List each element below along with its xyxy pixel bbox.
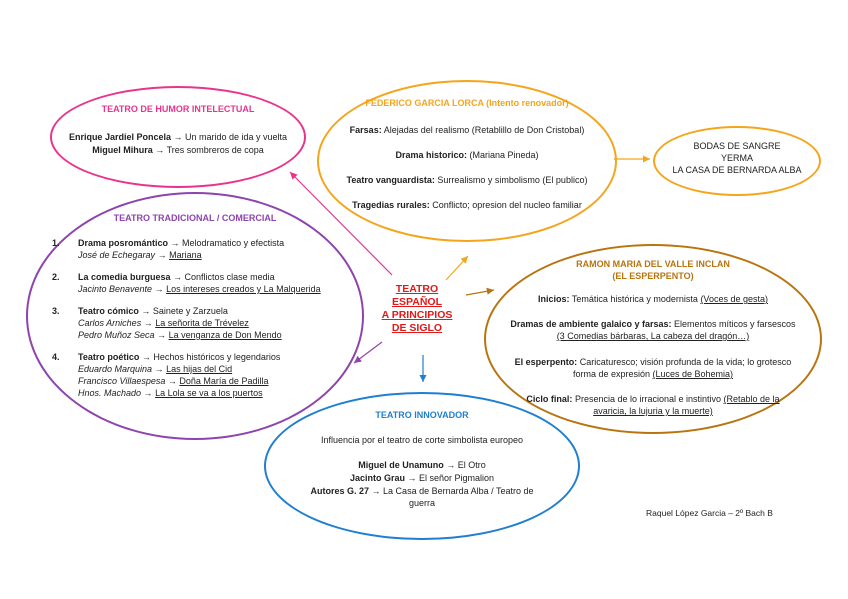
bodas-list — [657, 140, 817, 176]
humor-title: TEATRO DE HUMOR INTELECTUAL — [101, 104, 255, 114]
list-item: 1. Drama posromántico → Melodramatico y efectista José de Echegaray → Mariana — [52, 238, 285, 260]
humor-row-1: Enrique Jardiel Poncela → Un marido de ida y vuelta — [68, 132, 288, 142]
valle-ciclo: Ciclo final: Presencia de lo irracional e instintivo (Retablo de la avaricia, la lujuria y la muerte) — [526, 394, 780, 416]
lorca-farsas: Farsas: Alejadas del realismo (Retablillo de Don Cristobal) — [349, 125, 585, 135]
humor-row-2: Miguel Mihura → Tres sombreros de copa — [92, 145, 264, 155]
arrow-to-lorca — [446, 256, 468, 280]
valle-inicios: Inicios: Temática histórica y modernista (Voces de gesta) — [538, 294, 768, 304]
innovador-title: TEATRO INNOVADOR — [375, 410, 469, 420]
lorca-title: FEDERICO GARCIA LORCA (Intento renovador) — [365, 98, 569, 108]
lorca-drama: Drama historico: (Mariana Pineda) — [395, 150, 539, 160]
lorca-vanguardista: Teatro vanguardista: Surrealismo y simbolismo (El publico) — [346, 175, 588, 185]
bodas-work-1: BODAS DE SANGRE — [693, 141, 781, 151]
central-topic: TEATRO ESPAÑOL A PRINCIPIOS DE SIGLO — [381, 283, 453, 334]
valle-dramas: Dramas de ambiente galaico y farsas: Elementos míticos y farsescos (3 Comedias bárbaras, La cabeza del dragón…) — [510, 319, 796, 341]
bodas-work-3: LA CASA DE BERNARDA ALBA — [672, 165, 802, 175]
list-item: 3. Teatro cómico → Sainete y Zarzuela Carlos Arniches → La señorita de Trévelez Pedro Muñoz Seca → La venganza de Don Mendo — [52, 306, 282, 340]
innovador-row-2: Jacinto Grau → El señor Pigmalion — [349, 473, 495, 483]
list-item: 4. Teatro poético → Hechos históricos y legendarios Eduardo Marquina → Las hijas del Cid Francisco Villaespesa → Doña María de Padilla Hnos. Machado → La Lola se va a los puertos — [52, 352, 281, 398]
bodas-work-2: YERMA — [720, 153, 753, 163]
valle-esperpento: El esperpento: Caricaturesco; visión profunda de la vida; lo grotesco forma de expresión (Luces de Bohemia) — [514, 357, 792, 379]
innovador-row-1: Miguel de Unamuno → El Otro — [358, 460, 486, 470]
lorca-tragedias: Tragedias rurales: Conflicto; opresion del nucleo familiar — [352, 200, 582, 210]
list-item: 2. La comedia burguesa → Conflictos clase media Jacinto Benavente → Los intereses creados y La Malquerida — [52, 272, 321, 294]
innovador-intro: Influencia por el teatro de corte simbolista europeo — [320, 435, 524, 445]
tradicional-title: TEATRO TRADICIONAL / COMERCIAL — [113, 213, 277, 223]
author-credit: Raquel López Garcia – 2º Bach B — [646, 508, 773, 518]
valle-title: RAMON MARIA DEL VALLE INCLAN (EL ESPERPENTO) — [576, 259, 730, 281]
arrow-to-valle — [466, 290, 494, 295]
innovador-row-3: Autores G. 27 → La Casa de Bernarda Alba / Teatro de guerra — [310, 486, 534, 508]
tradicional-list — [52, 237, 352, 409]
